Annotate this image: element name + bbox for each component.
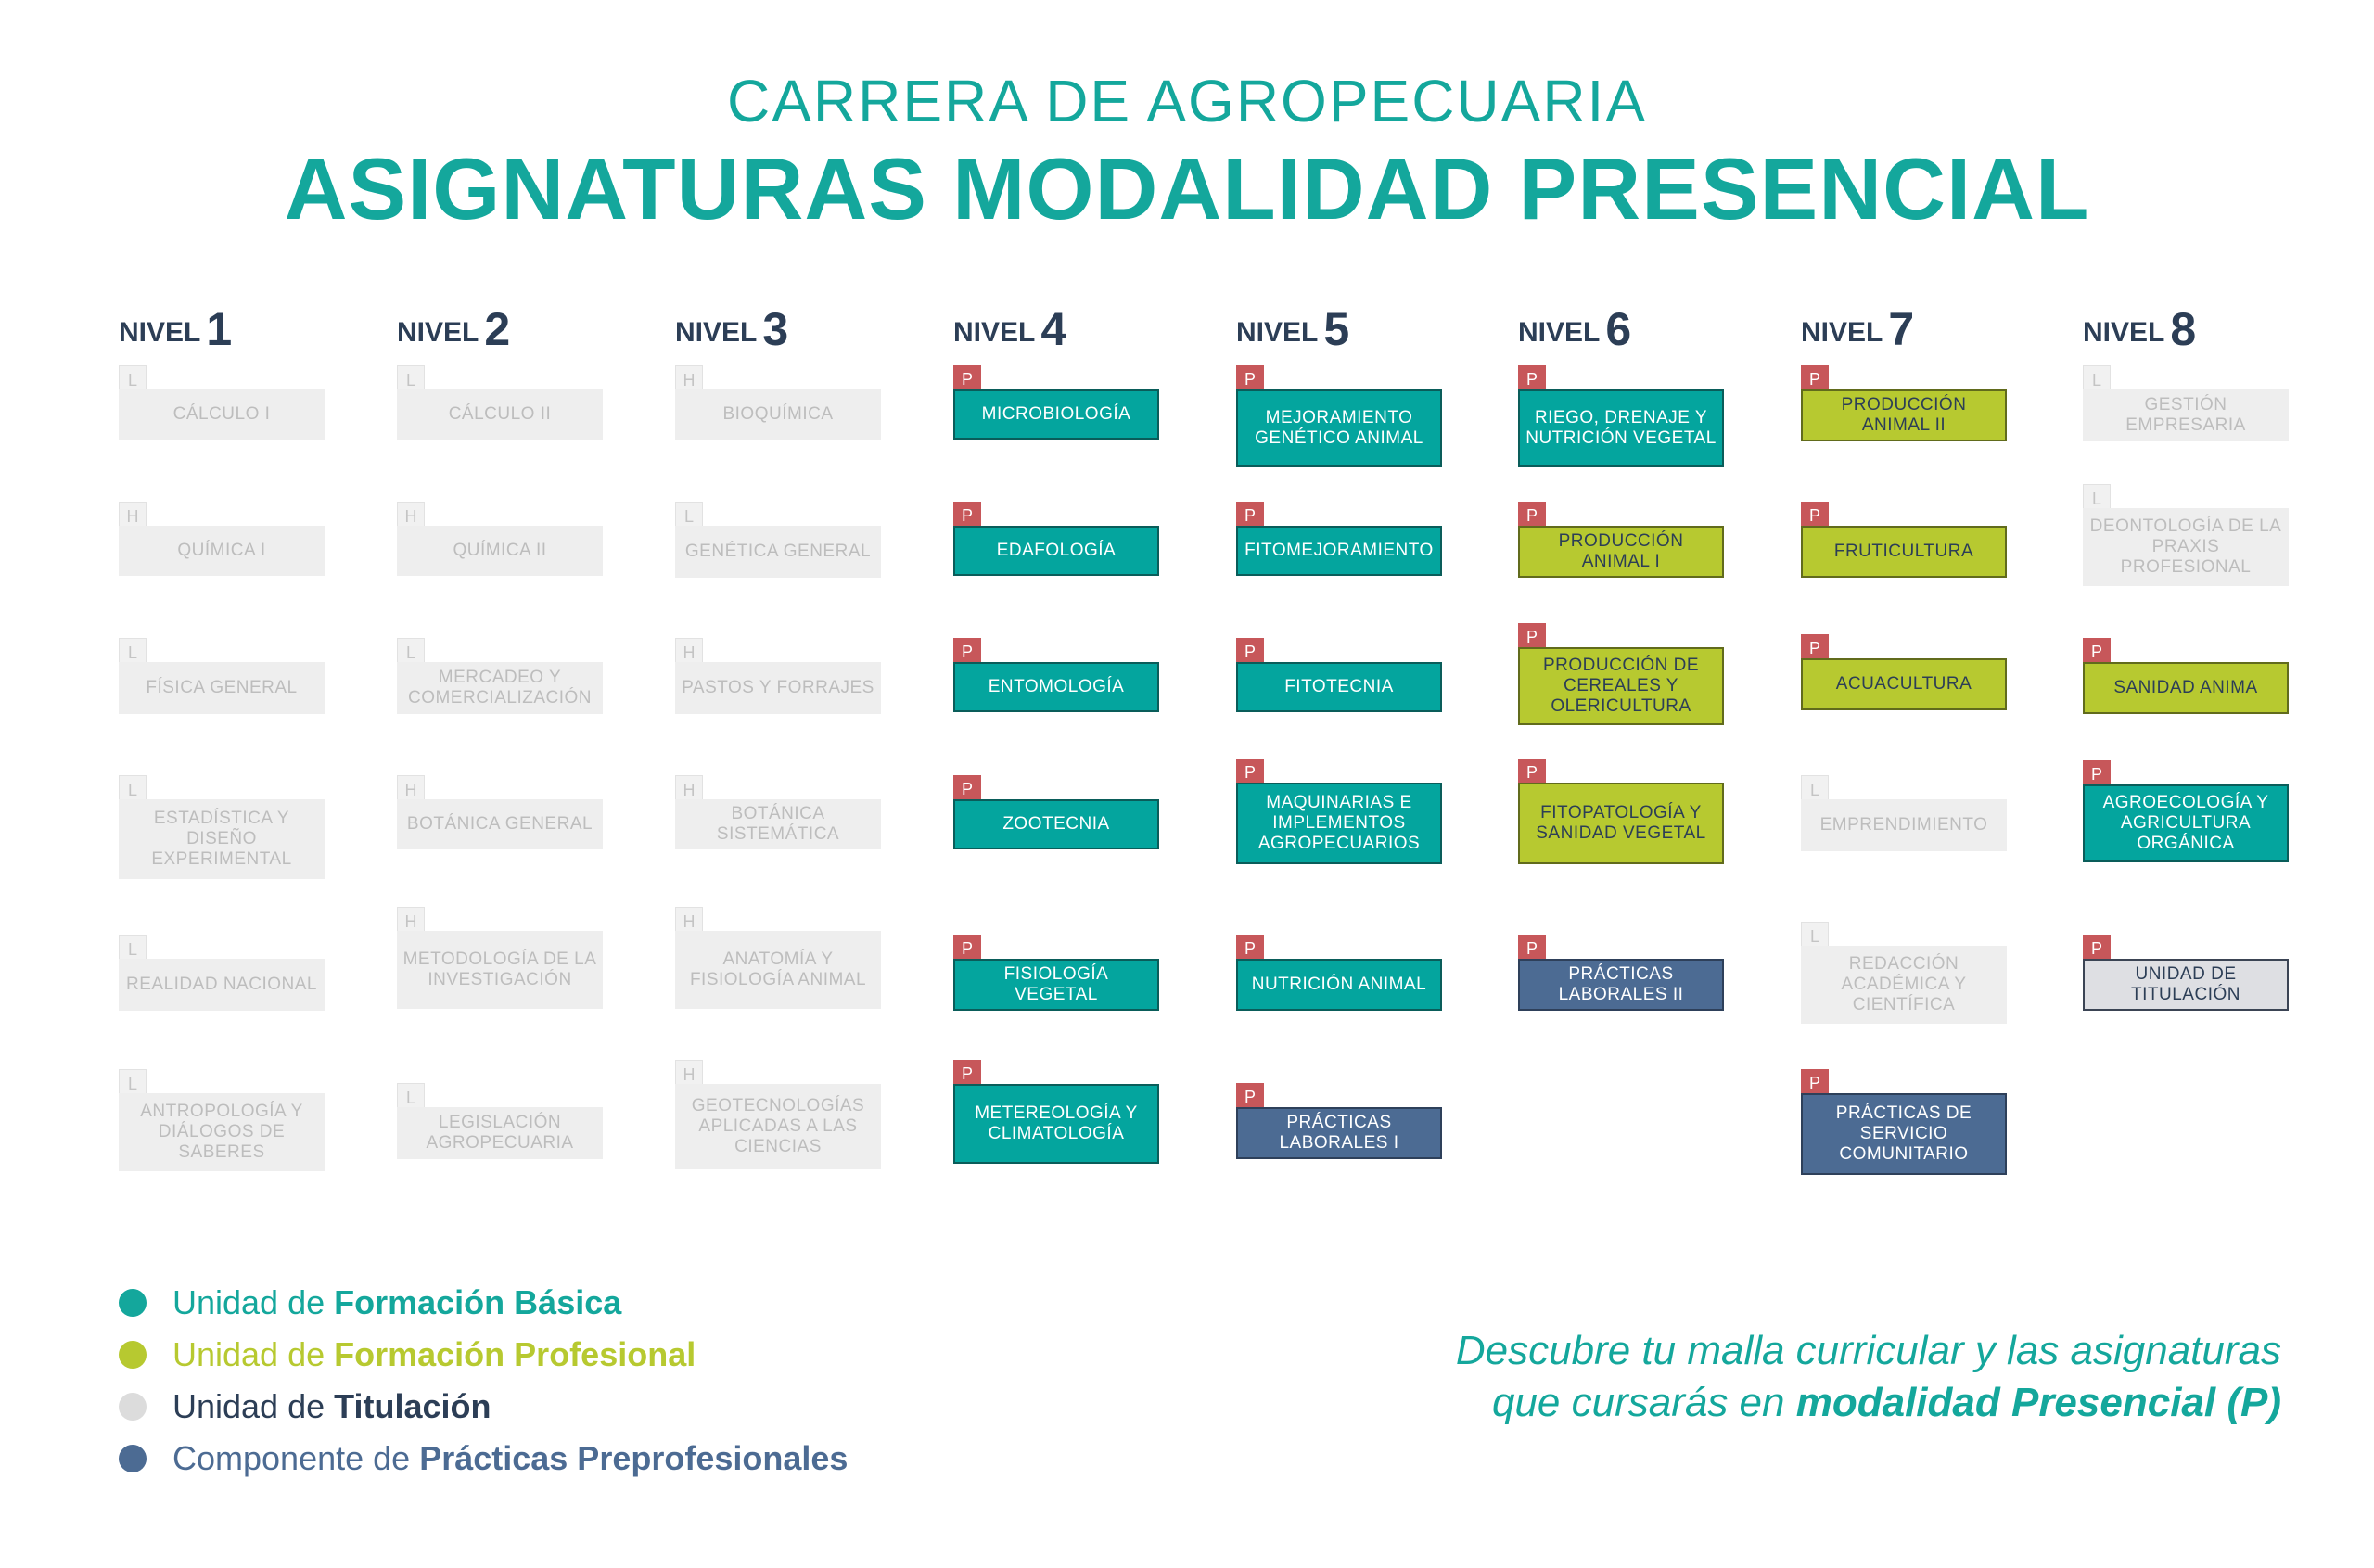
- level-label: NIVEL: [2083, 317, 2165, 348]
- course-name: ANATOMÍA Y FISIOLOGÍA ANIMAL: [675, 931, 881, 1009]
- course-name: MAQUINARIAS E IMPLEMENTOS AGROPECUARIOS: [1236, 783, 1442, 864]
- course-name: CÁLCULO II: [397, 389, 603, 440]
- course-name: CÁLCULO I: [119, 389, 325, 440]
- level-5-header: [1236, 302, 1349, 356]
- page-title: ASIGNATURAS MODALIDAD PRESENCIAL: [284, 140, 2090, 237]
- course-tag: L: [119, 1069, 147, 1097]
- legend-professional-label: Formación Profesional: [334, 1335, 696, 1373]
- legend-practices-dot: [119, 1445, 147, 1472]
- course-tag: P: [1801, 365, 1829, 393]
- course-tag: H: [119, 502, 147, 529]
- course-tag: P: [1236, 638, 1264, 666]
- course-name: ENTOMOLOGÍA: [953, 662, 1159, 712]
- course-name: FITOTECNIA: [1236, 662, 1442, 712]
- course-name: FISIOLOGÍA VEGETAL: [953, 959, 1159, 1011]
- level-label: NIVEL: [1801, 317, 1883, 348]
- legend-basic-label: Formación Básica: [334, 1283, 622, 1321]
- course-name: QUÍMICA I: [119, 526, 325, 576]
- course-tag: H: [397, 502, 425, 529]
- promo-line-2-bold: modalidad Presencial (P): [1795, 1380, 2281, 1425]
- course-name: PRODUCCIÓN DE CEREALES Y OLERICULTURA: [1518, 647, 1724, 725]
- level-label: NIVEL: [119, 317, 201, 348]
- level-number: 2: [484, 303, 511, 355]
- level-1-header: [119, 302, 232, 356]
- course-tag: P: [2083, 935, 2111, 962]
- legend-practices-label: Prácticas Preprofesionales: [419, 1439, 849, 1477]
- course-name: RIEGO, DRENAJE Y NUTRICIÓN VEGETAL: [1518, 389, 1724, 467]
- level-6-header: [1518, 302, 1631, 356]
- course-tag: P: [953, 638, 981, 666]
- course-name: ZOOTECNIA: [953, 799, 1159, 849]
- course-name: REDACCIÓN ACADÉMICA Y CIENTÍFICA: [1801, 946, 2007, 1024]
- course-tag: P: [1518, 502, 1546, 529]
- course-tag: P: [1518, 935, 1546, 962]
- course-tag: L: [1801, 922, 1829, 950]
- course-name: FÍSICA GENERAL: [119, 662, 325, 714]
- course-name: PASTOS Y FORRAJES: [675, 662, 881, 714]
- course-tag: L: [675, 502, 703, 529]
- course-name: GESTIÓN EMPRESARIA: [2083, 389, 2289, 441]
- legend-titling-label: Titulación: [334, 1387, 491, 1425]
- legend-practices-prefix: Componente de: [172, 1439, 420, 1477]
- course-tag: H: [397, 907, 425, 935]
- level-label: NIVEL: [675, 317, 758, 348]
- course-tag: L: [397, 1083, 425, 1111]
- course-name: PRÁCTICAS LABORALES II: [1518, 959, 1724, 1011]
- level-number: 8: [2170, 303, 2197, 355]
- level-label: NIVEL: [1236, 317, 1319, 348]
- course-name: ESTADÍSTICA Y DISEÑO EXPERIMENTAL: [119, 799, 325, 879]
- level-number: 5: [1323, 303, 1350, 355]
- level-3-header: [675, 302, 788, 356]
- level-label: NIVEL: [397, 317, 479, 348]
- level-7-header: [1801, 302, 1914, 356]
- course-tag: L: [2083, 484, 2111, 512]
- course-name: SANIDAD ANIMA: [2083, 662, 2289, 714]
- promo-line-2-prefix: que cursarás en: [1491, 1380, 1796, 1425]
- course-tag: P: [1801, 1069, 1829, 1097]
- course-name: NUTRICIÓN ANIMAL: [1236, 959, 1442, 1011]
- course-tag: P: [953, 365, 981, 393]
- course-tag: L: [397, 638, 425, 666]
- course-name: EDAFOLOGÍA: [953, 526, 1159, 576]
- course-tag: P: [953, 502, 981, 529]
- course-tag: P: [1518, 759, 1546, 786]
- course-tag: H: [675, 638, 703, 666]
- course-tag: H: [675, 365, 703, 393]
- level-number: 3: [762, 303, 789, 355]
- course-name: UNIDAD DE TITULACIÓN: [2083, 959, 2289, 1011]
- course-tag: L: [119, 638, 147, 666]
- course-name: METODOLOGÍA DE LA INVESTIGACIÓN: [397, 931, 603, 1009]
- legend-professional-prefix: Unidad de: [172, 1335, 335, 1373]
- course-name: MEJORAMIENTO GENÉTICO ANIMAL: [1236, 389, 1442, 467]
- course-tag: L: [119, 775, 147, 803]
- level-8-header: [2083, 302, 2196, 356]
- course-tag: L: [1801, 775, 1829, 803]
- course-name: FITOPATOLOGÍA Y SANIDAD VEGETAL: [1518, 783, 1724, 864]
- course-tag: P: [2083, 638, 2111, 666]
- course-name: ANTROPOLOGÍA Y DIÁLOGOS DE SABERES: [119, 1093, 325, 1171]
- course-tag: P: [1236, 365, 1264, 393]
- level-2-header: [397, 302, 510, 356]
- legend-basic: [119, 1283, 621, 1322]
- course-tag: H: [397, 775, 425, 803]
- course-tag: P: [1518, 365, 1546, 393]
- level-number: 6: [1605, 303, 1632, 355]
- course-name: AGROECOLOGÍA Y AGRICULTURA ORGÁNICA: [2083, 784, 2289, 862]
- level-label: NIVEL: [1518, 317, 1601, 348]
- course-tag: P: [953, 1060, 981, 1088]
- legend-titling-prefix: Unidad de: [172, 1387, 335, 1425]
- course-tag: P: [953, 775, 981, 803]
- course-name: LEGISLACIÓN AGROPECUARIA: [397, 1107, 603, 1159]
- course-name: MERCADEO Y COMERCIALIZACIÓN: [397, 662, 603, 714]
- career-title: CARRERA DE AGROPECUARIA: [727, 68, 1647, 134]
- course-name: PRODUCCIÓN ANIMAL I: [1518, 526, 1724, 578]
- course-tag: L: [397, 365, 425, 393]
- level-number: 1: [206, 303, 233, 355]
- level-4-header: [953, 302, 1066, 356]
- promo-line-1: Descubre tu malla curricular y las asignaturas: [1455, 1328, 2281, 1373]
- course-tag: P: [1236, 502, 1264, 529]
- course-name: FRUTICULTURA: [1801, 526, 2007, 578]
- level-label: NIVEL: [953, 317, 1036, 348]
- course-name: ACUACULTURA: [1801, 658, 2007, 710]
- level-number: 7: [1888, 303, 1915, 355]
- course-name: PRODUCCIÓN ANIMAL II: [1801, 389, 2007, 441]
- course-name: BIOQUÍMICA: [675, 389, 881, 440]
- legend-basic-dot: [119, 1289, 147, 1317]
- legend-professional-dot: [119, 1341, 147, 1369]
- course-name: FITOMEJORAMIENTO: [1236, 526, 1442, 576]
- course-tag: L: [119, 935, 147, 962]
- course-name: PRÁCTICAS LABORALES I: [1236, 1107, 1442, 1159]
- level-number: 4: [1040, 303, 1067, 355]
- course-name: MICROBIOLOGÍA: [953, 389, 1159, 440]
- course-tag: H: [675, 775, 703, 803]
- course-name: QUÍMICA II: [397, 526, 603, 576]
- course-name: REALIDAD NACIONAL: [119, 959, 325, 1011]
- course-tag: P: [1236, 935, 1264, 962]
- course-tag: P: [1801, 502, 1829, 529]
- course-tag: P: [953, 935, 981, 962]
- legend-professional: [119, 1335, 696, 1374]
- legend-titling-dot: [119, 1393, 147, 1421]
- course-tag: L: [119, 365, 147, 393]
- course-name: EMPRENDIMIENTO: [1801, 799, 2007, 851]
- course-name: PRÁCTICAS DE SERVICIO COMUNITARIO: [1801, 1093, 2007, 1175]
- course-tag: P: [1518, 623, 1546, 651]
- legend-practices: [119, 1439, 848, 1478]
- course-name: METEREOLOGÍA Y CLIMATOLOGÍA: [953, 1084, 1159, 1164]
- legend-basic-prefix: Unidad de: [172, 1283, 335, 1321]
- promo-line-2: [1492, 1380, 2281, 1426]
- course-tag: P: [1236, 1083, 1264, 1111]
- course-name: GEOTECNOLOGÍAS APLICADAS A LAS CIENCIAS: [675, 1084, 881, 1169]
- course-tag: P: [2083, 760, 2111, 788]
- course-name: BOTÁNICA SISTEMÁTICA: [675, 799, 881, 849]
- course-tag: H: [675, 907, 703, 935]
- course-tag: P: [1801, 634, 1829, 662]
- course-name: GENÉTICA GENERAL: [675, 526, 881, 578]
- course-tag: L: [2083, 365, 2111, 393]
- course-name: DEONTOLOGÍA DE LA PRAXIS PROFESIONAL: [2083, 508, 2289, 586]
- course-tag: P: [1236, 759, 1264, 786]
- legend-titling: [119, 1387, 491, 1426]
- course-tag: H: [675, 1060, 703, 1088]
- course-name: BOTÁNICA GENERAL: [397, 799, 603, 849]
